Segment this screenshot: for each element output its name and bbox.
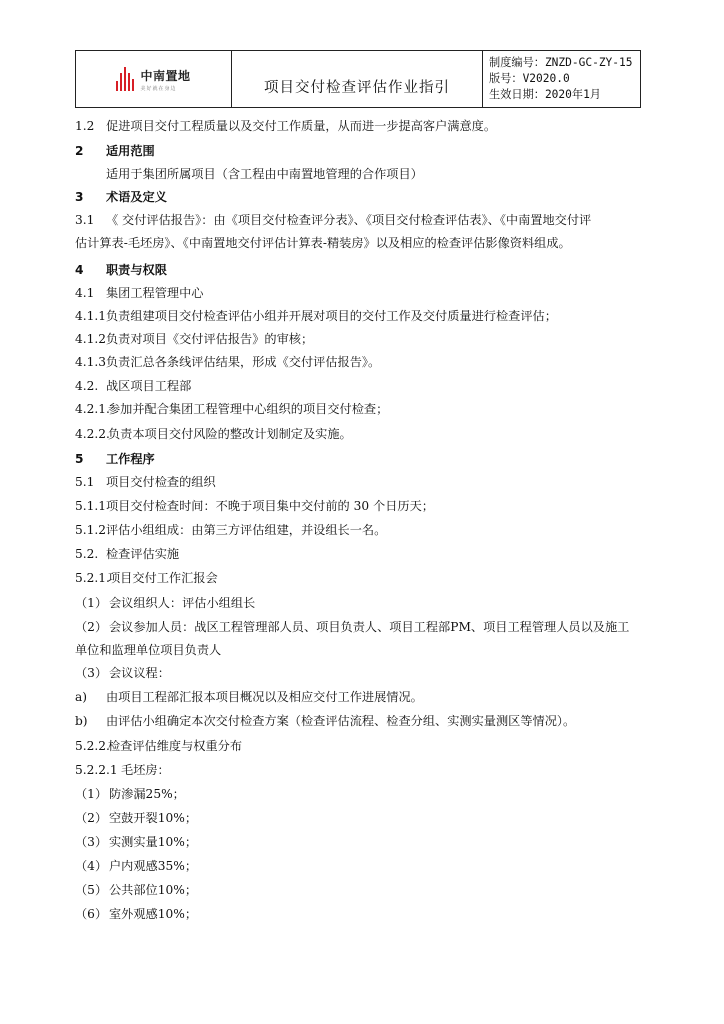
section-number: 5.2.2.1 — [75, 763, 118, 777]
paragraph-text: 毛坯房： — [121, 763, 170, 777]
list-number: （2） — [75, 620, 108, 634]
logo-cell — [76, 51, 232, 107]
paragraph-text: 负责汇总各条线评估结果，形成《交付评估报告》。 — [106, 355, 381, 369]
heading-text: 工作程序 — [106, 452, 155, 466]
section-number: 4.1.3 — [75, 355, 107, 369]
list-text: 公共部位10%； — [109, 883, 198, 897]
line-4-1-1 — [75, 308, 557, 324]
document-version: 版号：V2020.0 — [489, 72, 570, 85]
section-number: 2 — [75, 144, 84, 158]
weight-item-5 — [75, 882, 197, 898]
line-4-1-3 — [75, 354, 380, 370]
list-marker: a) — [75, 690, 88, 704]
list-number: （2） — [75, 811, 108, 825]
section-number: 5.1.1 — [75, 499, 107, 513]
list-marker: b) — [75, 714, 88, 728]
line-5-2 — [75, 546, 179, 562]
line-5-1-1 — [75, 498, 434, 514]
list-item-meeting-1 — [75, 595, 255, 611]
weight-item-2 — [75, 810, 197, 826]
list-number: （3） — [75, 835, 108, 849]
heading-3 — [75, 189, 167, 205]
list-item-meeting-2 — [75, 619, 629, 635]
line-1-2 — [75, 118, 496, 134]
section-number: 5 — [75, 452, 84, 466]
line-4-2-1 — [75, 401, 388, 417]
list-text: 由评估小组确定本次交付检查方案（检查评估流程、检查分组、实测实量测区等情况）。 — [106, 714, 576, 728]
document-meta — [483, 51, 640, 107]
list-item-agenda-b — [75, 713, 575, 729]
section-number: 4.2.2. — [75, 427, 110, 441]
heading-5 — [75, 451, 155, 467]
weight-item-1 — [75, 786, 185, 802]
list-text: 会议组织人：评估小组组长 — [109, 596, 256, 610]
list-text: 会议参加人员：战区工程管理部人员、项目负责人、项目工程部PM、项目工程管理人员以及施工 — [109, 620, 630, 634]
paragraph-text: 项目交付检查的组织 — [106, 475, 216, 489]
list-text: 户内观感35%； — [109, 859, 198, 873]
line-5-2-1 — [75, 570, 218, 586]
heading-4 — [75, 262, 167, 278]
section-number: 3 — [75, 190, 84, 204]
list-number: （1） — [75, 596, 108, 610]
list-text: 室外观感10%； — [109, 907, 198, 921]
paragraph-text: 负责组建项目交付检查评估小组并开展对项目的交付工作及交付质量进行检查评估； — [106, 309, 557, 323]
line-5-1 — [75, 474, 216, 490]
heading-text: 适用范围 — [106, 144, 155, 158]
list-text: 防渗漏25%； — [109, 787, 185, 801]
line-4-1 — [75, 285, 204, 301]
paragraph-text: 促进项目交付工程质量以及交付工作质量，从而进一步提高客户满意度。 — [106, 119, 497, 133]
list-item-meeting-3 — [75, 665, 170, 681]
paragraph-text: 项目交付检查时间：不晚于项目集中交付前的 30 个日历天； — [106, 499, 434, 513]
heading-text: 术语及定义 — [106, 190, 167, 204]
list-text: 实测实量10%； — [109, 835, 198, 849]
section-number: 5.2.1. — [75, 571, 110, 585]
list-text: 由项目工程部汇报本项目概况以及相应交付工作进展情况。 — [106, 690, 423, 704]
section-number: 4.2. — [75, 379, 99, 393]
company-name: 中南置地 — [140, 68, 191, 83]
line-3-1 — [75, 212, 591, 228]
section-number: 4 — [75, 263, 84, 277]
list-number: （3） — [75, 666, 108, 680]
paragraph-text: 检查评估维度与权重分布 — [108, 739, 243, 753]
section-number: 3.1 — [75, 213, 95, 227]
line-5-2-2 — [75, 738, 242, 754]
heading-text: 职责与权限 — [106, 263, 167, 277]
list-item-agenda-a — [75, 689, 423, 705]
paragraph-text: 检查评估实施 — [106, 547, 180, 561]
section-number: 4.2.1. — [75, 402, 110, 416]
line-5-2-2-1 — [75, 762, 170, 778]
effective-date: 生效日期：2020年1月 — [489, 88, 601, 101]
company-slogan: 美好就在身边 — [140, 85, 177, 92]
section-number: 5.2. — [75, 547, 99, 561]
paragraph-scope: 适用于集团所属项目（含工程由中南置地管理的合作项目） — [106, 167, 423, 181]
company-logo-icon — [116, 67, 134, 91]
list-item-meeting-2-cont: 单位和监理单位项目负责人 — [75, 643, 222, 657]
section-number: 1.2 — [75, 119, 95, 133]
paragraph-text: 《 交付评估报告》：由《项目交付检查评分表》、《项目交付检查评估表》、《中南置地交付评 — [106, 213, 592, 227]
line-5-1-2 — [75, 522, 386, 538]
list-number: （5） — [75, 883, 108, 897]
list-text: 会议议程： — [109, 666, 170, 680]
document-code: 制度编号：ZNZD-GC-ZY-15 — [489, 56, 633, 69]
weight-item-3 — [75, 834, 197, 850]
paragraph-text: 项目交付工作汇报会 — [108, 571, 218, 585]
weight-item-4 — [75, 858, 197, 874]
weight-item-6 — [75, 906, 197, 922]
paragraph-text: 评估小组组成：由第三方评估组建，并设组长一名。 — [106, 523, 387, 537]
paragraph-text: 负责对项目《交付评估报告》的审核； — [106, 332, 314, 346]
list-text: 空鼓开裂10%； — [109, 811, 198, 825]
line-4-2 — [75, 378, 191, 394]
section-number: 4.1.2 — [75, 332, 107, 346]
paragraph-text: 参加并配合集团工程管理中心组织的项目交付检查； — [108, 402, 389, 416]
list-number: （6） — [75, 907, 108, 921]
document-title: 项目交付检查评估作业指引 — [232, 51, 483, 107]
paragraph-text: 集团工程管理中心 — [106, 286, 204, 300]
heading-2 — [75, 143, 155, 159]
section-number: 5.2.2. — [75, 739, 110, 753]
document-header — [75, 50, 641, 108]
line-4-2-2 — [75, 426, 352, 442]
logo-text — [140, 67, 190, 92]
paragraph-text: 战区项目工程部 — [106, 379, 192, 393]
line-3-1-cont: 估计算表-毛坯房》、《中南置地交付评估计算表-精装房》以及相应的检查评估影像资料组成。 — [75, 236, 571, 250]
section-number: 5.1 — [75, 475, 95, 489]
line-4-1-2 — [75, 331, 313, 347]
section-number: 4.1 — [75, 286, 95, 300]
paragraph-text: 负责本项目交付风险的整改计划制定及实施。 — [108, 427, 352, 441]
list-number: （1） — [75, 787, 108, 801]
section-number: 4.1.1 — [75, 309, 107, 323]
section-number: 5.1.2 — [75, 523, 107, 537]
list-number: （4） — [75, 859, 108, 873]
